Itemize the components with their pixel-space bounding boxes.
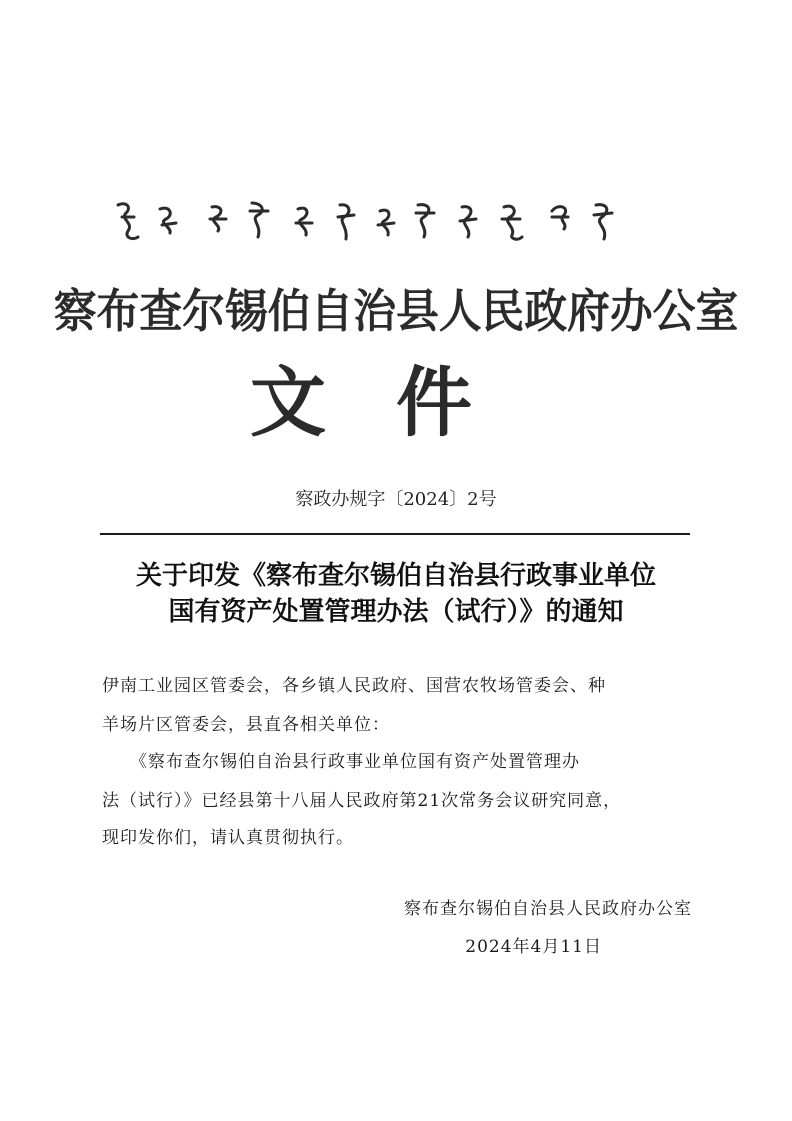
mongolian-script-header	[112, 197, 652, 247]
paragraph-line-3: 现印发你们，请认真贯彻执行。	[102, 828, 354, 848]
document-number: 察政办规字〔2024〕2号	[295, 489, 497, 510]
issuer-signature: 察布查尔锡伯自治县人民政府办公室	[404, 899, 692, 919]
document-title-line-1: 关于印发《察布查尔锡伯自治县行政事业单位	[135, 561, 656, 591]
addressee-line-2: 羊场片区管委会，县直各相关单位：	[102, 715, 390, 735]
header-divider	[100, 533, 690, 535]
document-type: 文件	[250, 358, 542, 447]
paragraph-line-1: 《察布查尔锡伯自治县行政事业单位国有资产处置管理办	[130, 752, 580, 772]
paragraph-line-2: 法（试行）》已经县第十八届人民政府第21次常务会议研究同意，	[102, 791, 622, 811]
mongolian-script-graphic	[112, 197, 652, 247]
document-title-line-2: 国有资产处置管理办法（试行）》的通知	[168, 597, 624, 627]
agency-name: 察布查尔锡伯自治县人民政府办公室	[53, 284, 739, 338]
addressee-line-1: 伊南工业园区管委会，各乡镇人民政府、国营农牧场管委会、种	[102, 676, 606, 696]
issue-date: 2024年4月11日	[465, 937, 602, 957]
